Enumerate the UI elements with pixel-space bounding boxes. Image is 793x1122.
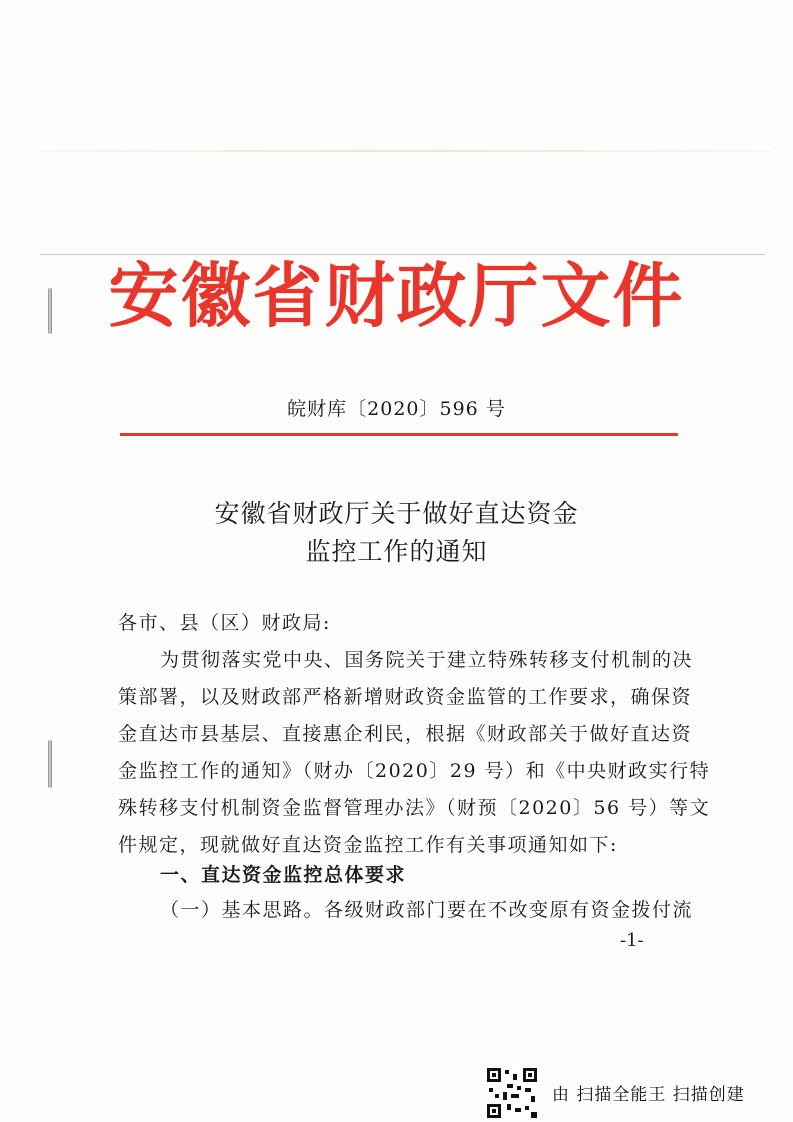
masthead-title: 安徽省财政厅文件 <box>108 255 685 337</box>
staple-bottom <box>48 740 52 788</box>
faint-header-line <box>40 150 770 152</box>
subsection-line: （一）基本思路。各级财政部门要在不改变原有资金拨付流 <box>160 899 694 921</box>
salutation: 各市、县（区）财政局: <box>118 612 331 634</box>
paragraph-line: 策部署，以及财政部严格新增财政资金监管的工作要求，确保资 <box>118 686 693 708</box>
document-number: 皖财库〔2020〕596 号 <box>287 398 506 420</box>
notice-title-line-2: 监控工作的通知 <box>305 537 488 566</box>
paragraph-line: 金监控工作的通知》（财办〔2020〕29 号）和《中央财政实行特 <box>118 760 711 782</box>
notice-title-line-1: 安徽省财政厅关于做好直达资金 <box>214 499 579 528</box>
scanner-watermark: 由 扫描全能王 扫描创建 <box>552 1085 745 1105</box>
red-separator <box>120 433 678 436</box>
section-heading: 一、直达资金监控总体要求 <box>160 864 407 886</box>
paragraph-line: 金直达市县基层、直接惠企利民，根据《财政部关于做好直达资 <box>118 723 693 745</box>
page-number: -1- <box>620 930 644 951</box>
paragraph-line: 为贯彻落实党中央、国务院关于建立特殊转移支付机制的决 <box>160 649 694 671</box>
paragraph-line: 件规定，现就做好直达资金监控工作有关事项通知如下: <box>118 834 618 856</box>
qr-code-icon <box>487 1068 537 1118</box>
paragraph-line: 殊转移支付机制资金监督管理办法》（财预〔2020〕56 号）等文 <box>118 797 711 819</box>
